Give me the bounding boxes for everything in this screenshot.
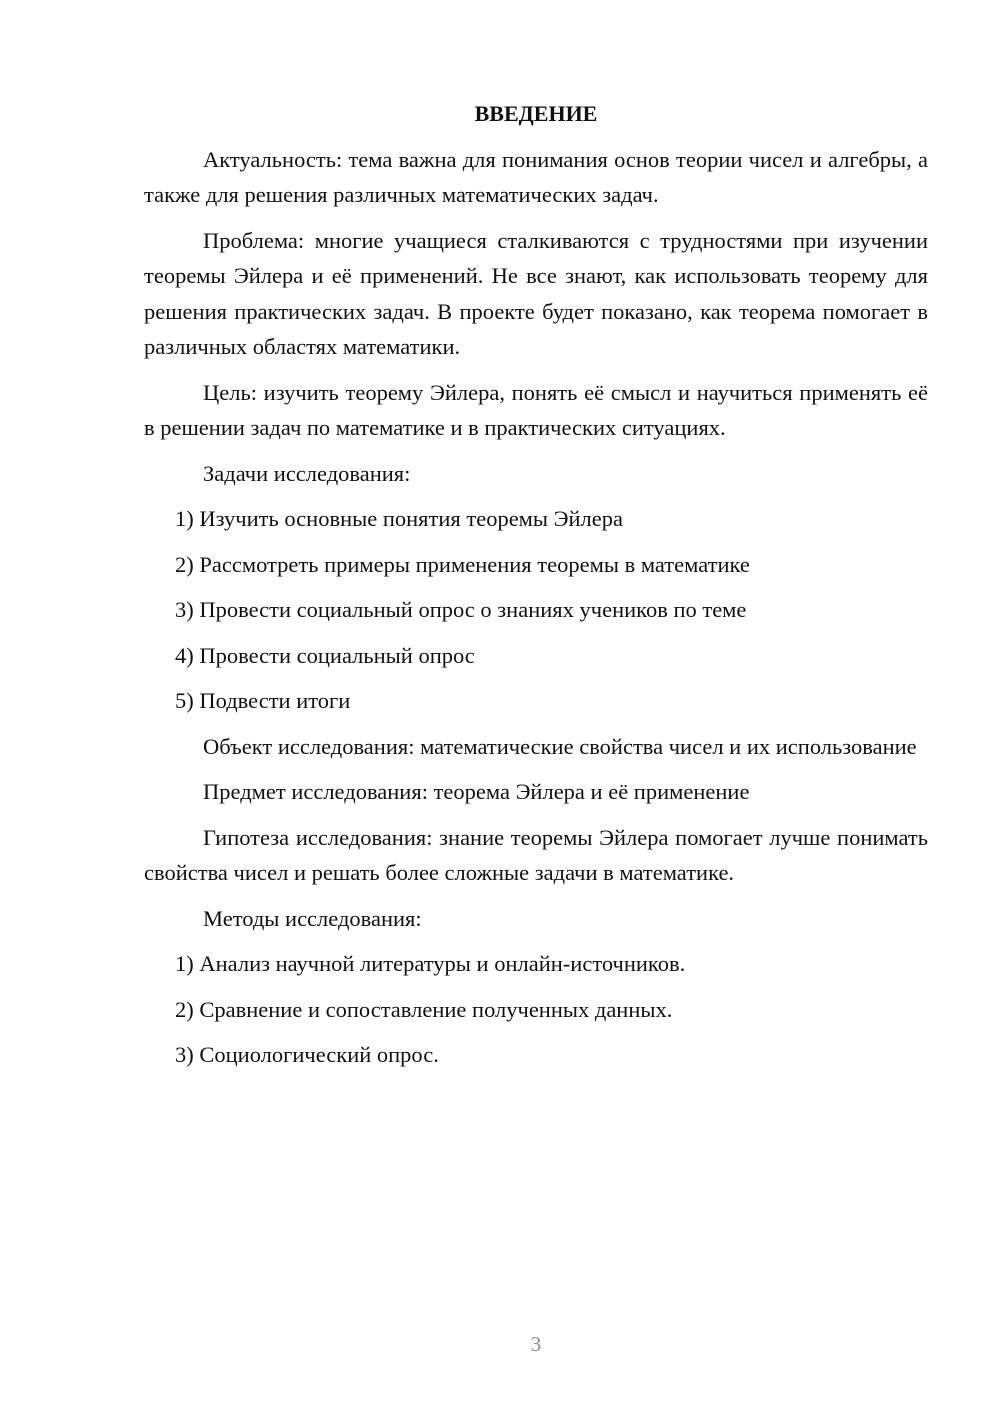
list-item: 1) Изучить основные понятия теоремы Эйлера bbox=[175, 506, 624, 531]
section-title: ВВЕДЕНИЕ bbox=[474, 101, 598, 126]
relevance-paragraph: Актуальность: тема важна для понимания основ теории чисел и алгебры, а также для решения различных математических задач. bbox=[144, 146, 928, 207]
object-paragraph: Объект исследования: математические свойства чисел и их использование bbox=[203, 733, 917, 759]
hypothesis-paragraph: Гипотеза исследования: знание теоремы Эйлера помогает лучше понимать свойства чисел и решать более сложные задачи в математике. bbox=[144, 824, 928, 885]
subject-paragraph: Предмет исследования: теорема Эйлера и её применение bbox=[203, 779, 750, 804]
list-item: 1) Анализ научной литературы и онлайн-источников. bbox=[175, 951, 686, 976]
goal-paragraph: Цель: изучить теорему Эйлера, понять её смысл и научиться применять её в решении задач по математике и в практических ситуациях. bbox=[144, 379, 928, 440]
list-item: 5) Подвести итоги bbox=[175, 688, 351, 713]
methods-list bbox=[144, 946, 928, 1073]
list-item: 3) Социологический опрос. bbox=[175, 1042, 439, 1067]
tasks-heading: Задачи исследования: bbox=[203, 460, 411, 486]
methods-heading: Методы исследования: bbox=[203, 905, 422, 931]
list-item: 2) Сравнение и сопоставление полученных данных. bbox=[175, 996, 673, 1022]
list-item: 4) Провести социальный опрос bbox=[175, 642, 475, 668]
page-number: 3 bbox=[530, 1332, 542, 1356]
list-item: 3) Провести социальный опрос о знаниях учеников по теме bbox=[175, 597, 747, 622]
problem-paragraph: Проблема: многие учащиеся сталкиваются с трудностями при изучении теоремы Эйлера и её применений. Не все знают, как использовать теорему для решения практических задач. В проекте будет показано, как теорема помогает в различных областях математики. bbox=[144, 227, 928, 359]
document-body bbox=[144, 96, 928, 1083]
tasks-list bbox=[144, 501, 928, 719]
list-item: 2) Рассмотреть примеры применения теоремы в математике bbox=[175, 551, 750, 577]
